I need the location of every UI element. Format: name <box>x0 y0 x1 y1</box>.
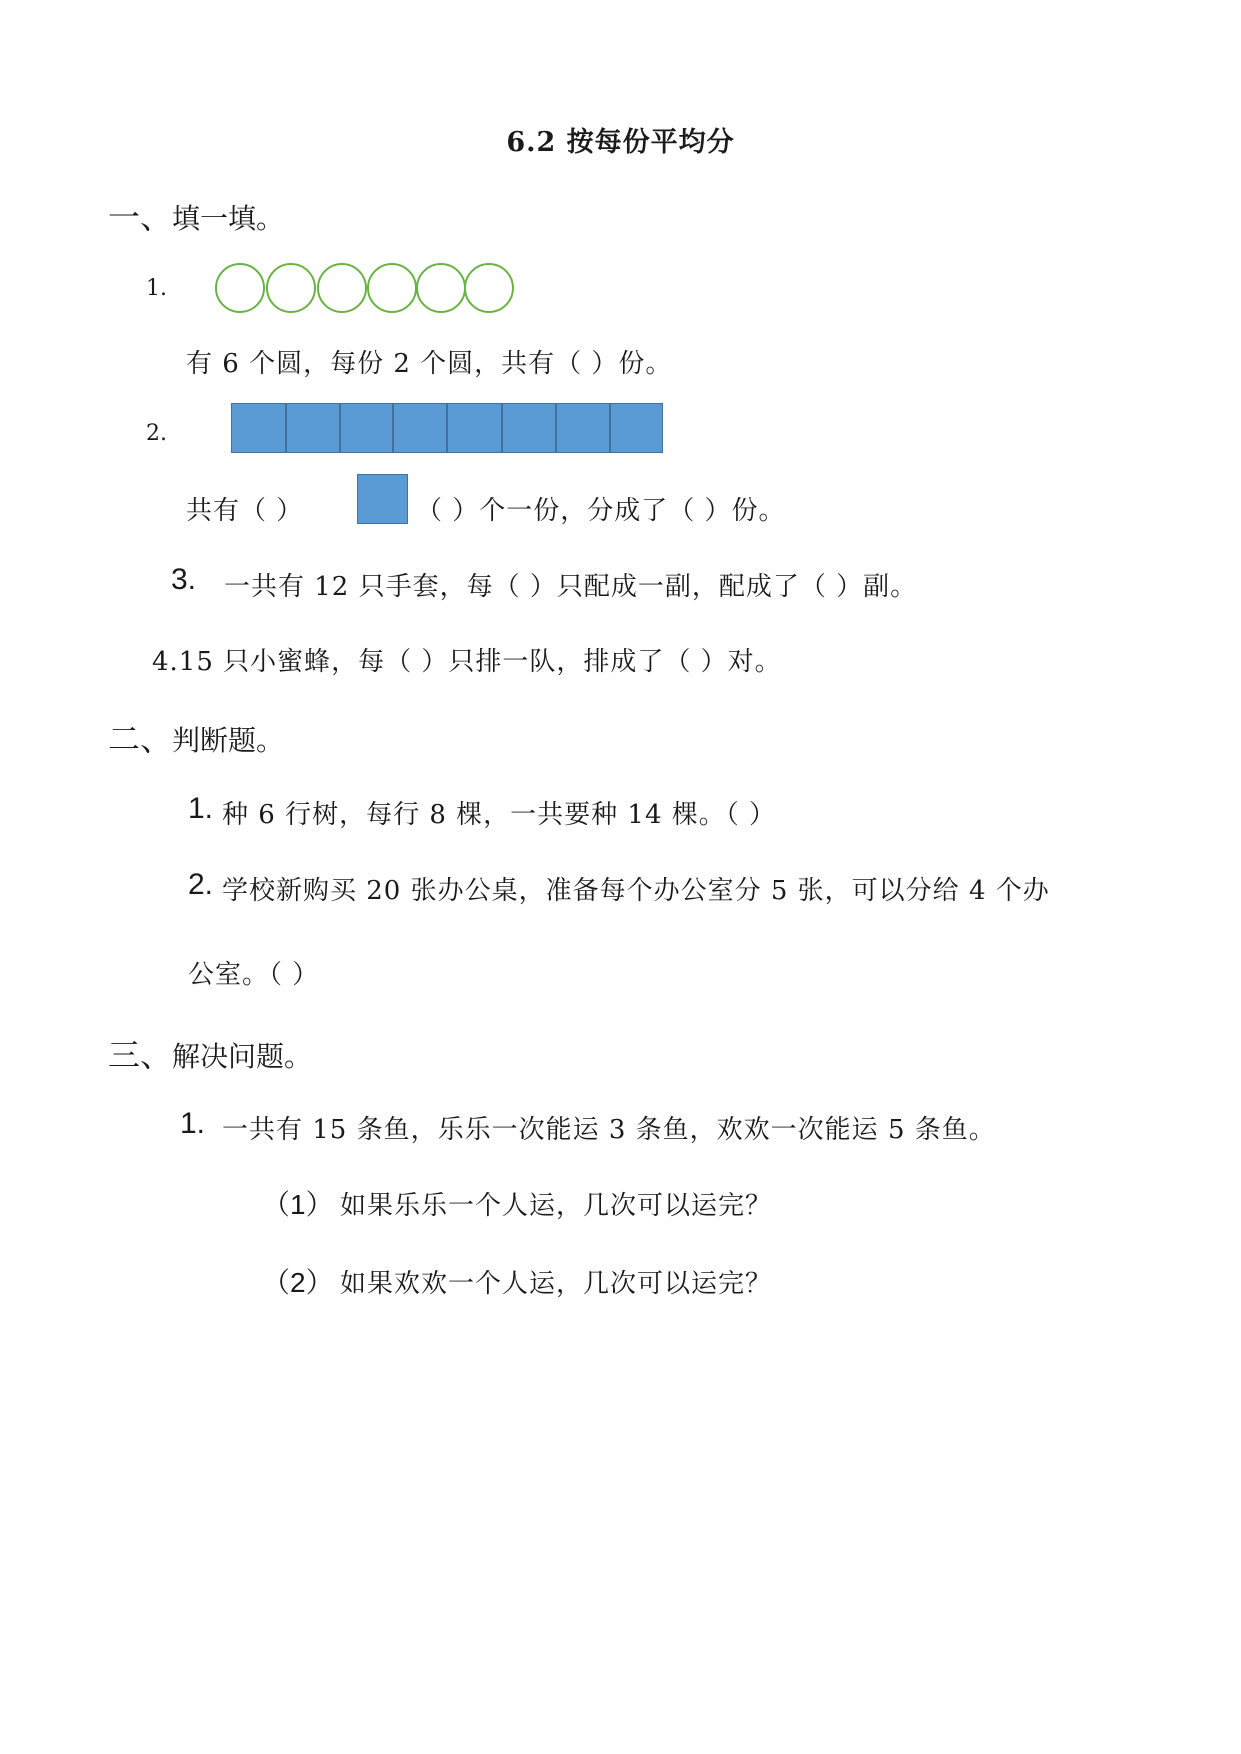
question-number: 2. <box>188 868 214 901</box>
sub-question-number: （1） <box>262 1189 334 1220</box>
section-3-heading <box>108 1030 312 1076</box>
square-shape <box>393 403 447 453</box>
sub-question-1-text: 如果乐乐一个人运，几次可以运完？ <box>340 1191 773 1221</box>
sub-question-2-text: 如果欢欢一个人运，几次可以运完？ <box>340 1269 773 1299</box>
section-2-heading <box>108 714 284 760</box>
square-shape <box>556 403 610 453</box>
question-number: 1. <box>188 792 214 825</box>
judge-2-text-line1: 学校新购买 20 张办公桌，准备每个办公室分 5 张，可以分给 4 个办 <box>222 876 1050 906</box>
section-1-mark: 一、 <box>108 198 173 236</box>
question-number: 1. <box>146 276 167 301</box>
square-shape <box>610 403 663 453</box>
section-3-title: 解决问题。 <box>172 1040 313 1073</box>
question-2-text-before: 共有（ ） <box>186 496 304 526</box>
square-shape <box>502 403 556 453</box>
page-title: 6.2 按每份平均分 <box>506 127 735 158</box>
question-number: 1. <box>180 1107 206 1140</box>
section-2-title: 判断题。 <box>172 724 285 757</box>
question-1-text: 有 6 个圆，每份 2 个圆，共有（ ）份。 <box>186 349 673 379</box>
circle-shape <box>464 263 514 313</box>
judge-2-text-line2: 公室。（ ） <box>188 960 320 990</box>
judge-1-text: 种 6 行树，每行 8 棵，一共要种 14 棵。（ ） <box>222 800 777 830</box>
question-number: 2. <box>146 421 167 446</box>
square-shape <box>231 403 286 453</box>
section-1-title: 填一填。 <box>172 202 285 235</box>
square-shape <box>340 403 393 453</box>
section-2-mark: 二、 <box>108 720 173 758</box>
question-4-text: 4.15 只小蜜蜂，每（ ）只排一队，排成了（ ）对。 <box>152 647 782 677</box>
question-2-text-after: （ ）个一份，分成了（ ）份。 <box>416 496 786 526</box>
single-square-shape <box>357 474 408 524</box>
problem-1-text: 一共有 15 条鱼，乐乐一次能运 3 条鱼，欢欢一次能运 5 条鱼。 <box>222 1115 996 1145</box>
question-number: 3. <box>171 563 197 596</box>
circle-shape <box>416 263 466 313</box>
circle-shape <box>317 263 367 313</box>
square-shape <box>447 403 502 453</box>
circle-shape <box>367 263 417 313</box>
square-shape <box>286 403 340 453</box>
section-3-mark: 三、 <box>108 1036 173 1074</box>
question-3-text: 一共有 12 只手套，每（ ）只配成一副，配成了（ ）副。 <box>224 572 918 602</box>
section-1-heading <box>108 192 284 238</box>
sub-question-number: （2） <box>262 1267 334 1298</box>
circle-shape <box>215 263 265 313</box>
circle-shape <box>266 263 316 313</box>
